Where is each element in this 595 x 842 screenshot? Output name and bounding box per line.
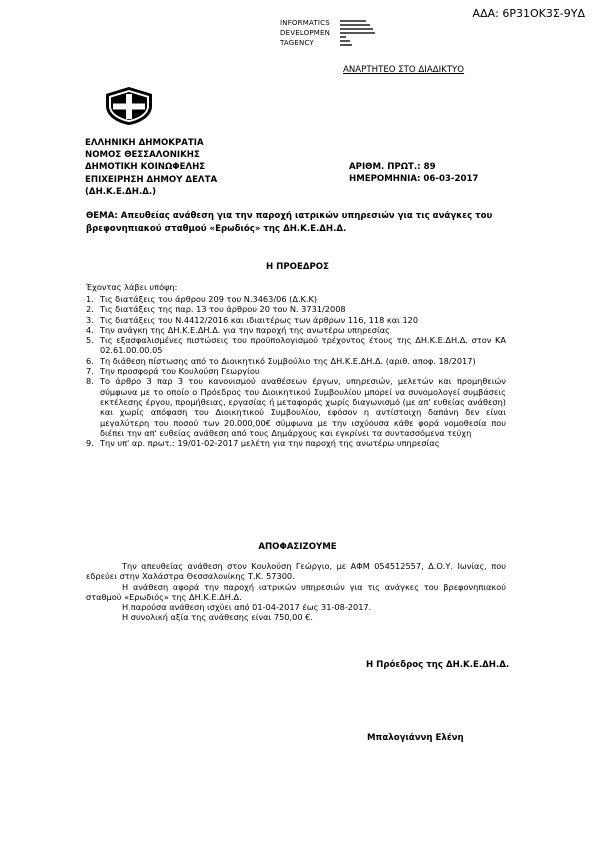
stamp-line: DEVELOPMEN (280, 29, 331, 37)
stamp-line: INFORMATICS (280, 19, 330, 27)
item-number: 8. (86, 376, 94, 387)
item-text: Το άρθρο 3 παρ 3 του κανονισμού αναθέσεων έργων, υπηρεσιών, μελετών και προμηθειών σύμφωνα με το οποίο ο Πρόεδρος του Διοικητικού Συμβουλίου μπορεί να συνομολογεί συμβάσεις εκτέλεσης έργου, προμήθειας, εργασίας ή μεταφοράς χωρίς διαγωνισμό (με απ' ευθείας ανάθεση) και χωρίς απόφαση του Διοικητικού Συμβουλίου, εφόσον η αντίστοιχη δαπάνη δεν είναι μεγαλύτερη του ποσού των 20.000,00€ σύμφωνα με την ισχύουσα κάθε φορά νομοθεσία που διέπει την απ' ευθείας ανάθεση από τους Δημάρχους και εγκρίνει τα συντασσόμενα τεύχη (100, 376, 506, 438)
protocol-info (349, 161, 478, 185)
item-text: Τις εξασφαλισμένες πιστώσεις του προϋπολογισμού τρέχοντος έτους της ΔΗ.Κ.Ε.ΔΗ.Δ. στον ΚΑ 02.61.00.00.05 (100, 335, 506, 356)
coat-of-arms-icon (103, 86, 155, 126)
ada-code: ΑΔΑ: 6Ρ31ΟΚ3Σ-9ΥΔ (472, 7, 585, 20)
header-line: (ΔΗ.Κ.Ε.ΔΗ.Δ.) (85, 186, 157, 197)
item-text: Τη διάθεση πίστωσης από το Διοικητικό Συμβούλιο της ΔΗ.Κ.Ε.ΔΗ.Δ. (αριθ. αποφ. 18/2017) (100, 355, 476, 366)
signature-name: Μπαλογιάννη Ελένη (367, 733, 464, 743)
stamp-line: TAGENCY (280, 39, 314, 47)
issuer-header (85, 137, 217, 198)
list-item (86, 294, 506, 304)
item-number: 5. (86, 335, 94, 346)
document-date: ΗΜΕΡΟΜΗΝΙΑ: 06-03-2017 (349, 174, 479, 185)
list-item (86, 335, 506, 356)
item-number: 9. (86, 438, 94, 449)
list-item (86, 325, 506, 335)
protocol-number: ΑΡΙΘΜ. ΠΡΩΤ.: 89 (349, 162, 436, 172)
stamp-fine-print-graphic (340, 19, 380, 53)
item-text: Την υπ' αρ. πρωτ.: 19/01-02-2017 μελέτη για την παροχή της ανωτέρω υπηρεσίας (100, 438, 440, 449)
item-number: 7. (86, 366, 94, 377)
header-line: ΕΛΛΗΝΙΚΗ ΔΗΜΟΚΡΑΤΙΑ (85, 138, 204, 148)
item-text: Την προσφορά του Κουλούση Γεωργίου (100, 366, 260, 377)
list-item (86, 304, 506, 314)
decision-paragraph: Η ανάθεση αφορά την παροχή ιατρικών υπηρεσιών για τις ανάγκες του βρεφονηπιακού σταθμού «Ερωδιός» της ΔΗ.Κ.Ε.ΔΗ.Δ. (86, 581, 506, 602)
considerations-list (86, 294, 506, 448)
item-number: 3. (86, 314, 94, 325)
item-number: 1. (86, 294, 94, 304)
item-text: Την ανάγκη της ΔΗ.Κ.Ε.ΔΗ.Δ. για την παροχή της ανωτέρω υπηρεσίας (100, 324, 390, 335)
list-item (86, 356, 506, 366)
decision-paragraph: Την απευθείας ανάθεση στον Κουλούση Γεώργιο, με ΑΦΜ 054512557, Δ.Ο.Υ. Ιωνίας, που εδρεύει στην Χαλάστρα Θεσσαλονίκης Τ.Κ. 57300. (86, 561, 506, 582)
informatics-stamp (280, 18, 330, 48)
considerations-intro: Έχοντας λάβει υπόψη: (86, 282, 178, 292)
item-text: Τις διατάξεις της παρ. 13 του άρθρου 20 του Ν. 3731/2008 (100, 304, 346, 315)
item-number: 6. (86, 355, 94, 366)
section-heading-decide: ΑΠΟΦΑΣΙΖΟΥΜΕ (258, 542, 337, 552)
greek-coat-of-arms (103, 86, 155, 126)
subject-line: ΘΕΜΑ: Απευθείας ανάθεση για την παροχή ιατρικών υπηρεσιών για τις ανάγκες του βρεφονηπιακού σταθμού «Ερωδιός» της ΔΗ.Κ.Ε.ΔΗ.Δ. (86, 211, 493, 234)
list-item (86, 376, 506, 438)
header-line: ΔΗΜΟΤΙΚΗ ΚΟΙΝΩΦΕΛΗΣ (85, 162, 206, 173)
section-heading-president: Η ΠΡΟΕΔΡΟΣ (266, 262, 329, 272)
decision-text (86, 561, 506, 623)
header-line: ΕΠΙΧΕΙΡΗΣΗ ΔΗΜΟΥ ΔΕΛΤΑ (85, 174, 218, 185)
list-item (86, 315, 506, 325)
item-text: Τις διατάξεις του άρθρου 209 του Ν.3463/06 (Δ.Κ.Κ) (100, 294, 318, 304)
list-item (86, 366, 506, 376)
decision-paragraph: Η συνολική αξία της ανάθεσης είναι 750,00 €. (122, 612, 313, 623)
decision-paragraph: Η παρούσα ανάθεση ισχύει από 01-04-2017 έως 31-08-2017. (122, 602, 372, 613)
stamp-fine-print (340, 19, 380, 53)
item-number: 2. (86, 304, 94, 315)
posted-online-label: ΑΝΑΡΤΗΤΕΟ ΣΤΟ ΔΙΑΔΙΚΤΥΟ (343, 65, 465, 75)
item-number: 4. (86, 324, 94, 335)
list-item (86, 438, 506, 448)
item-text: Τις διατάξεις του Ν.4412/2016 και ιδιαιτέρως των άρθρων 116, 118 και 120 (100, 314, 419, 325)
header-line: ΝΟΜΟΣ ΘΕΣΣΑΛΟΝΙΚΗΣ (85, 150, 200, 161)
signature-title: Η Πρόεδρος της ΔΗ.Κ.Ε.ΔΗ.Δ. (366, 660, 510, 670)
